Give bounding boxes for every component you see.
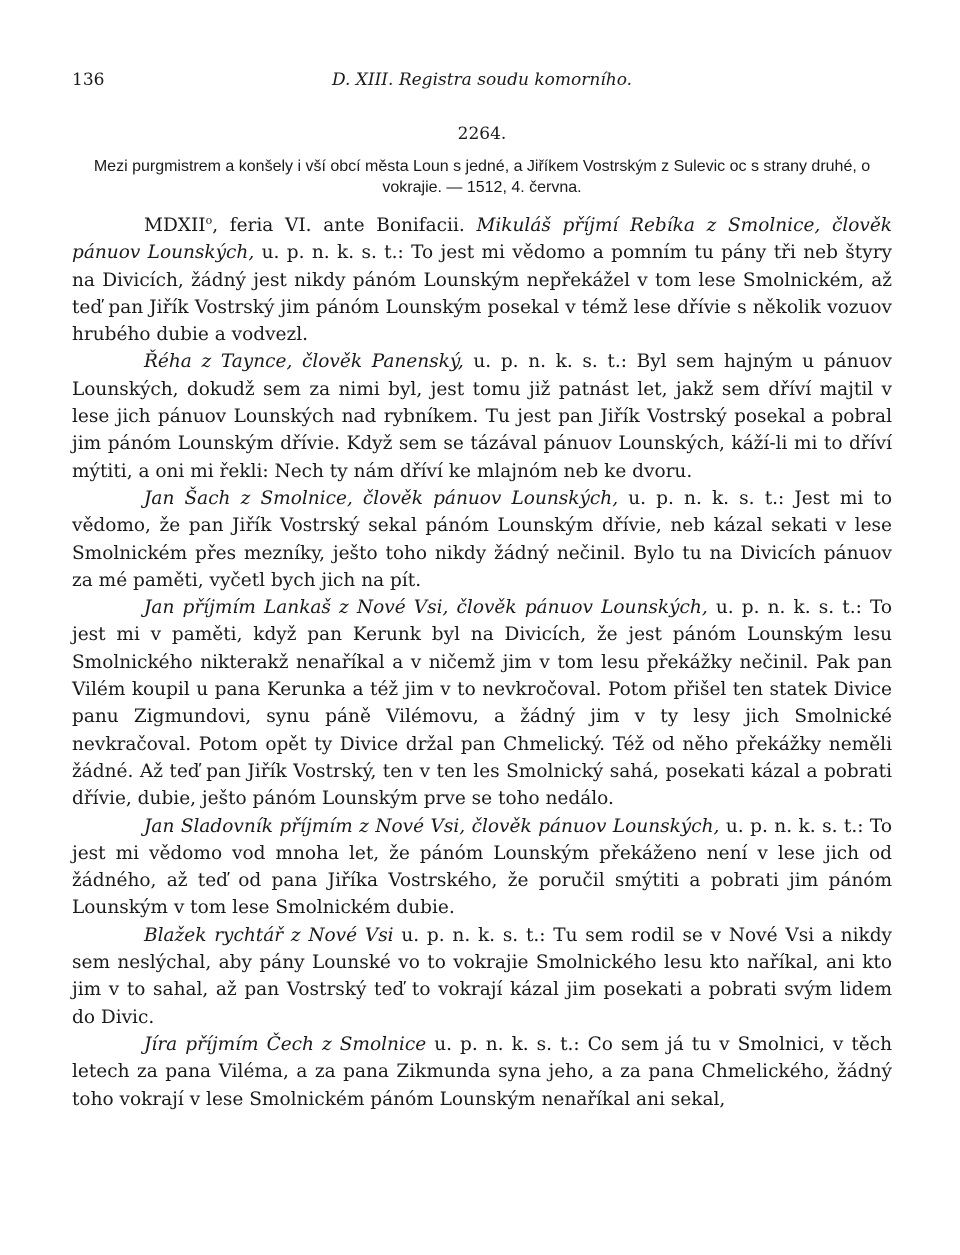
- dating-rest: , feria VI. ante Bonifacii.: [212, 215, 465, 236]
- dating-sup: o: [205, 213, 213, 227]
- witness-name: Jan příjmím Lankaš z Nové Vsi, člověk pánuov Lounských,: [144, 597, 708, 619]
- testimony-text: To jest mi vědomo a pomním tu pány tři neb štyry na Divicích, žádný jest nikdy pánóm Lounským nepřekážel v tom lese Smolnickém, až teď pan Jiřík Vostrský jim pánóm Lounským posekal v témž lese dřívie s několik vozuov hrubého dubie a vodvezl.: [72, 242, 892, 346]
- running-title: D. XIII. Registra soudu komorního.: [331, 70, 633, 90]
- paragraph-testimony: [72, 1031, 892, 1113]
- witness-name: Mikuláš příjmí Rebíka z Smolnice, člověk pánuov Lounských,: [72, 215, 892, 264]
- document-number: 2264.: [457, 124, 507, 144]
- paragraph-testimony: [72, 594, 892, 812]
- witness-name: Jan Sladovník příjmím z Nové Vsi, člověk pánuov Lounských,: [144, 815, 720, 837]
- testimony-text: Jest mi to vědomo, že pan Jiřík Vostrský sekal pánóm Lounským dřívie, neb kázal sekati v lese Smolnickém přes mezníky, ješto toho nikdy žádný nečinil. Bylo tu na Divicích pánuov za mé paměti, vyčetl bych jich na pít.: [72, 487, 892, 591]
- running-head: [72, 70, 892, 96]
- paragraph-testimony: [72, 485, 892, 594]
- testimony-text: Co sem já tu v Smolnici, v těch letech za pana Viléma, a za pana Zikmunda syna jeho, a za pana Chmelického, žádný toho vokrají v lese Smolnickém pánóm Lounským nenaříkal ani sekal,: [72, 1033, 893, 1110]
- oath-formula: u. p. n. k. s. t.:: [434, 1033, 580, 1055]
- document-body: [72, 212, 892, 1113]
- paragraph-testimony: [72, 813, 892, 922]
- paragraph-testimony: [72, 348, 892, 484]
- oath-formula: u. p. n. k. s. t.:: [715, 597, 862, 619]
- oath-formula: u. p. n. k. s. t.:: [401, 924, 546, 946]
- dating-main: MDXII: [144, 215, 206, 236]
- testimony-text: Byl sem hajným u pánuov Lounských, dokudž sem za nimi byl, jest tomu již patnást let, jakž sem dříví majtil v lese jich pánuov Lounských nad rybníkem. Tu jest pan Jiřík Vostrský posekal a pobral jim pánóm Lounským dřívie. Když sem se tázával pánuov Lounských, káží-li mi to dříví mýtiti, a oni mi řekli: Nech ty nám dříví ke mlajnóm neb ke dvoru.: [72, 351, 893, 482]
- oath-formula: u. p. n. k. s. t.:: [628, 487, 785, 509]
- regest: Mezi purgmistrem a konšely i vší obcí města Loun s jedné, a Jiříkem Vostrským z Sulevic oc s strany druhé, o vokrajie. — 1512, 4. června.: [93, 158, 871, 196]
- testimony-text: To jest mi v paměti, když pan Kerunk byl na Divicích, že jest pánóm Lounským lesu Smolnického nikterakž nenaříkal a v ničemž jim v tom lesu překážky nečinil. Pak pan Vilém koupil u pana Kerunka a též jim v to nevkročoval. Potom přišel ten statek Divice panu Zigmundovi, synu páně Vilémovu, a žádný jim v ty lesy jich Smolnické nevkračoval. Potom opět ty Divice držal pan Chmelický. Též od něho překážky neměli žádné. Až teď pan Jiřík Vostrský, ten v ten les Smolnický sahá, posekati kázal a pobrati dřívie, dubie, ješto pánóm Lounským prve se toho nedálo.: [72, 597, 893, 810]
- witness-name: Jíra příjmím Čech z Smolnice: [144, 1033, 427, 1055]
- oath-formula: u. p. n. k. s. t.:: [473, 351, 627, 373]
- witness-name: Blažek rychtář z Nové Vsi: [144, 924, 394, 946]
- oath-formula: u. p. n. k. s. t.:: [261, 242, 404, 264]
- witness-name: Jan Šach z Smolnice, člověk pánuov Lounských,: [144, 487, 619, 509]
- oath-formula: u. p. n. k. s. t.:: [725, 815, 864, 837]
- testimony-text: Tu sem rodil se v Nové Vsi a nikdy sem neslýchal, aby pány Lounské vo to vokrajie Smolnického lesu kto naříkal, ani kto jim v to sahal, až pan Vostrský teď to vokrají kázal jim posekati a pobrati svým lidem do Divic.: [72, 924, 892, 1028]
- paragraph-testimony: [72, 922, 892, 1031]
- paragraph-dating: [72, 212, 892, 348]
- witness-name: Řéha z Taynce, člověk Panenský,: [144, 351, 464, 373]
- page: [72, 70, 892, 1113]
- testimony-text: To jest mi vědomo vod mnoha let, že pánóm Lounským překáženo není v lese jich od žádného, až teď od pana Jiříka Vostrského, že poručil smýtiti a pobrati jim pánóm Lounským v tom lese Smolnickém dubie.: [72, 815, 892, 919]
- page-number: 136: [72, 70, 105, 90]
